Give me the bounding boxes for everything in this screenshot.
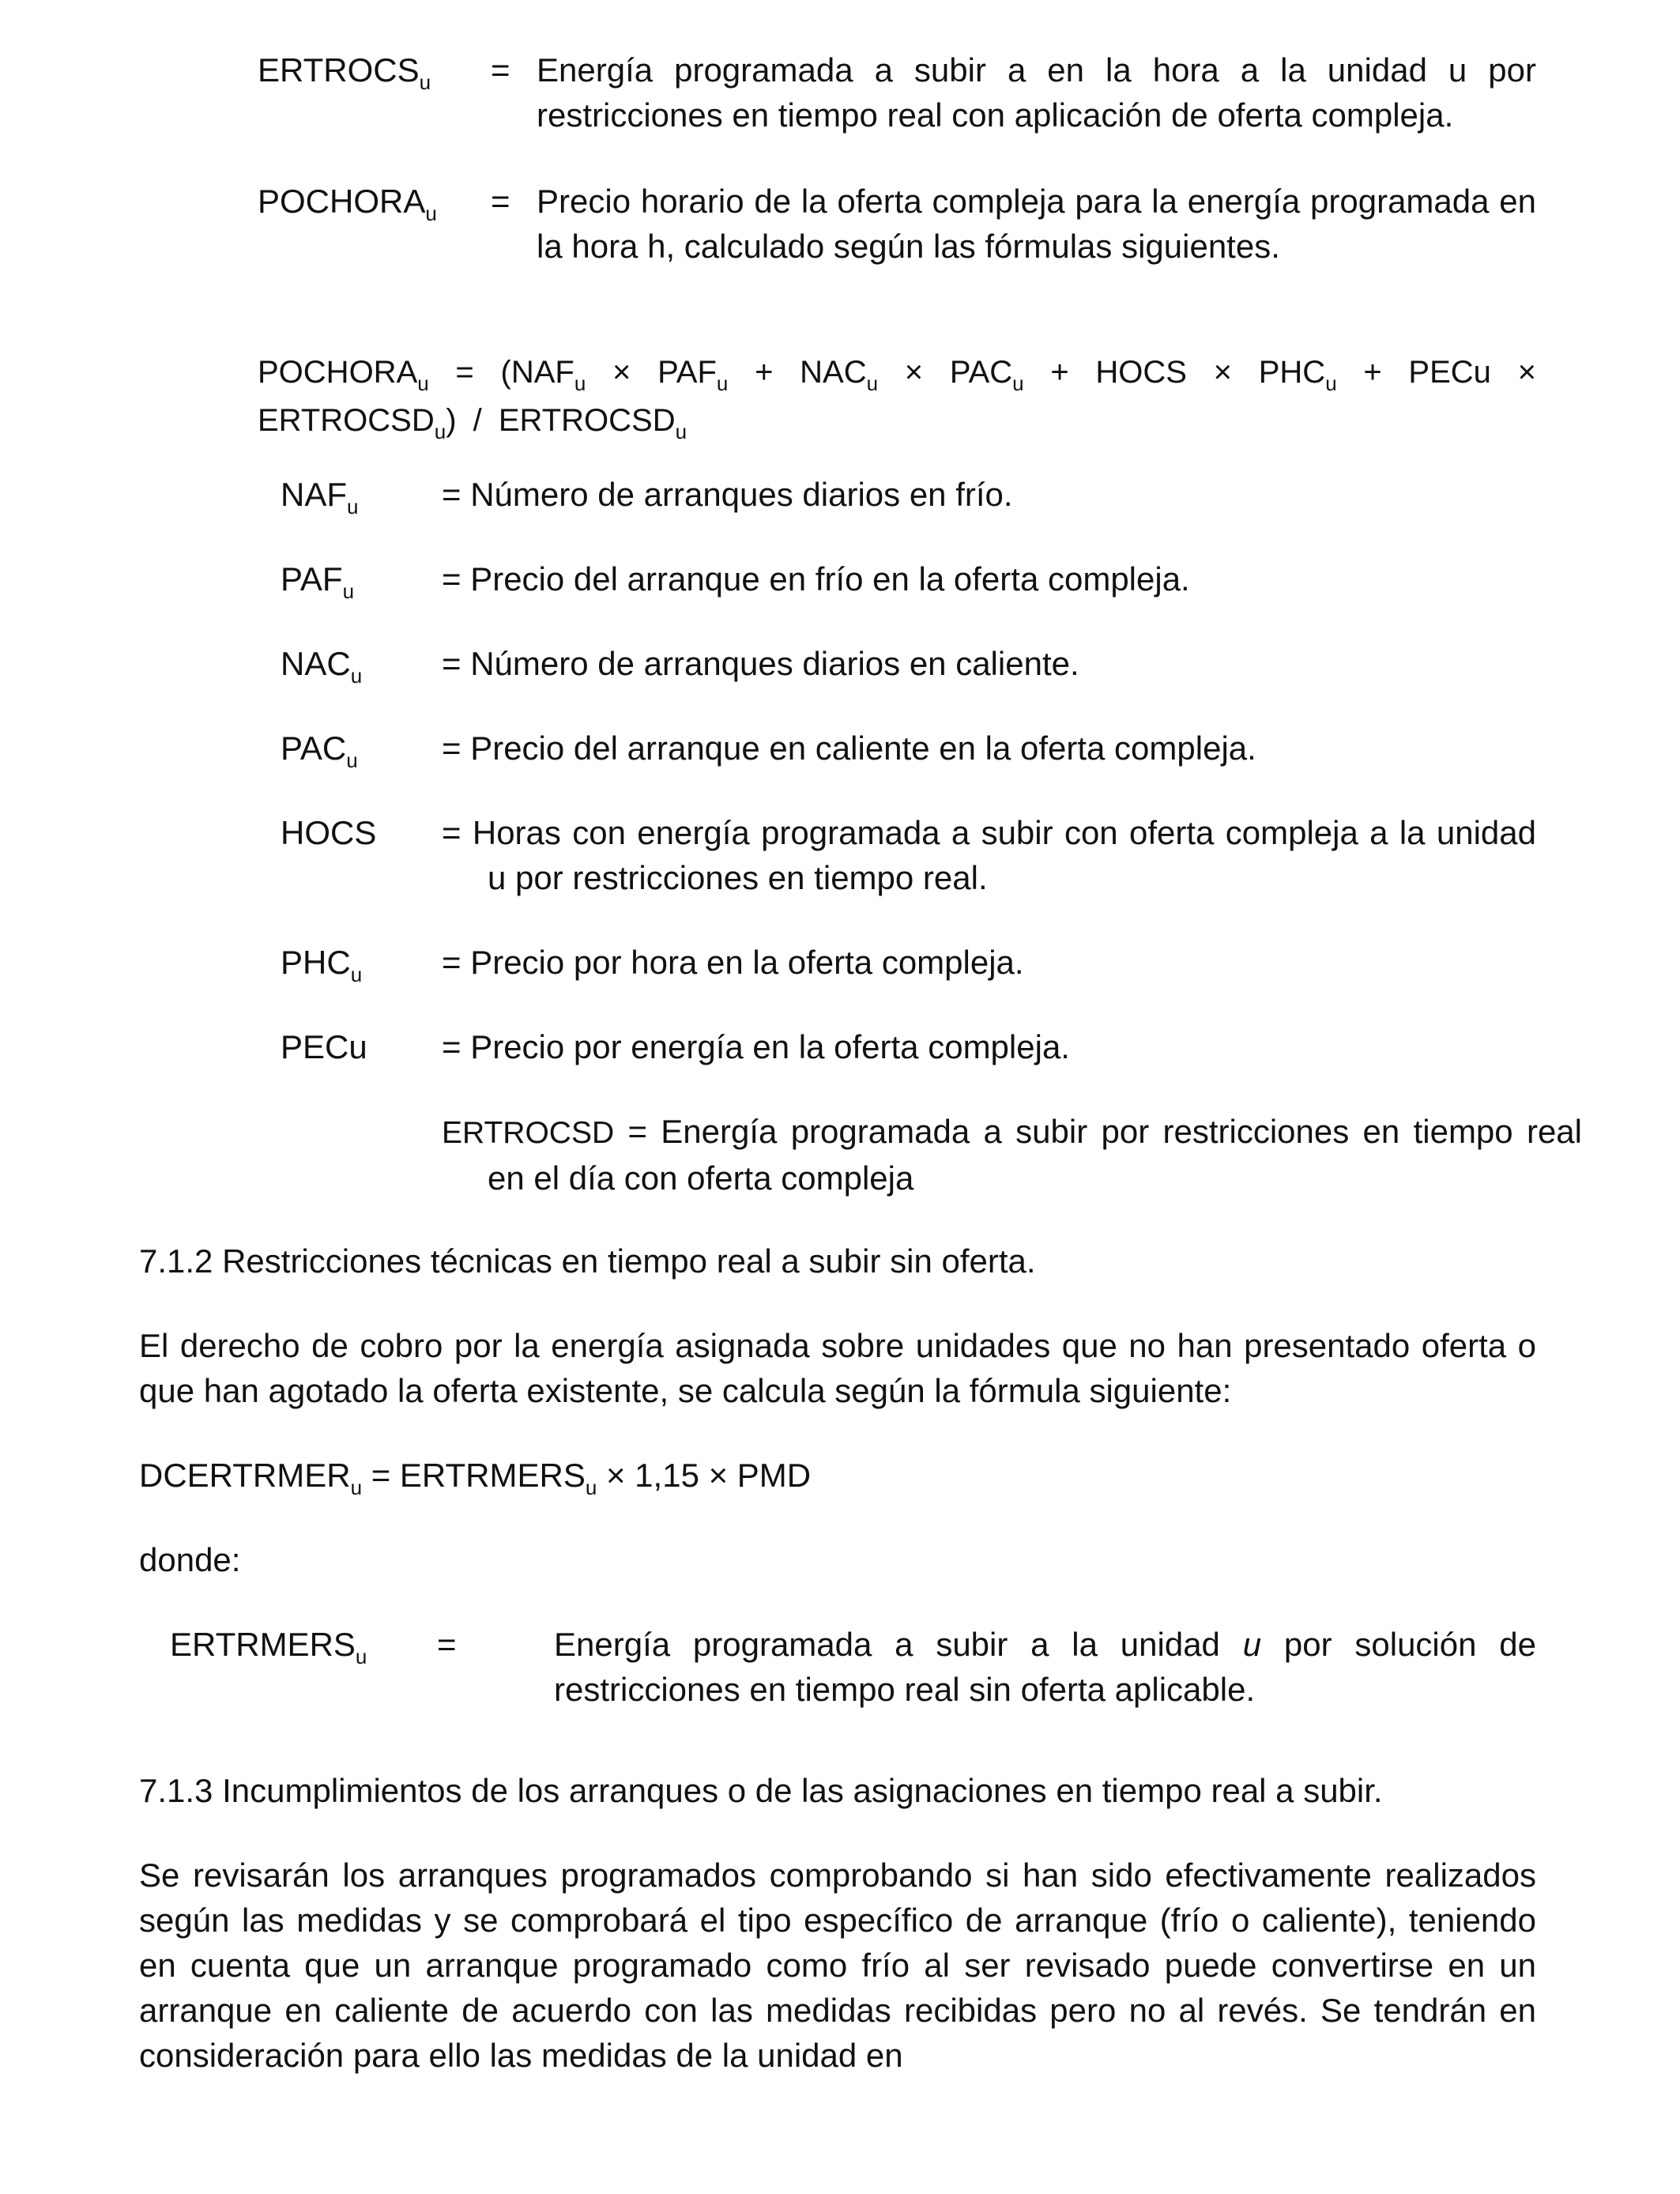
def-description: Energía programada a subir a la unidad u por solución de restricciones en tiempo real sin oferta aplicable. xyxy=(554,1626,1536,1708)
var-description: = Precio del arranque en frío en la oferta compleja. xyxy=(442,560,1190,598)
def-term: $ERTROCS_u$ xyxy=(258,51,431,94)
var-term: $NAC_u$ xyxy=(281,645,363,688)
var-term: HOCS xyxy=(281,814,377,851)
def-ertrocs xyxy=(258,47,1536,138)
def-term: $ERTRMERS_u$ xyxy=(170,1626,367,1668)
var-description: = Precio por hora en la oferta compleja. xyxy=(442,944,1024,981)
var-term: $PHC_u$ xyxy=(281,944,363,986)
var-term: PECu xyxy=(281,1028,367,1065)
var-naf xyxy=(281,472,1536,522)
def-description: Energía programada a subir a en la hora a la unidad u por restricciones en tiempo real con aplicación de oferta compleja. xyxy=(537,51,1536,134)
def-equals: = xyxy=(437,1626,457,1663)
def-equals: = xyxy=(491,183,510,220)
formula-dcertrmer: $DCERTRMER_u$ = $ERTRMERS_u \times 1,15$ × PMD xyxy=(139,1457,812,1499)
formula-pochora: $POCHORA_u = (NAF_u \times PAF_u + NAC_u \times PAC_u$ + HOCS × $PHC_u$ + PECu × $ERTROCSD_u$) / $ERTROCSD_u$ xyxy=(258,355,1536,443)
var-pecu xyxy=(281,1024,1536,1074)
section-712-heading: 7.1.2 Restricciones técnicas en tiempo real a subir sin oferta. xyxy=(139,1242,1036,1280)
ertrocsd-description: = Energía programada a subir por restricciones en tiempo real en el día con oferta compleja xyxy=(488,1113,1582,1197)
var-description: = Horas con energía programada a subir con oferta compleja a la unidad u por restricciones en tiempo real. xyxy=(442,814,1536,896)
def-pochora xyxy=(258,179,1536,269)
var-description: = Precio del arranque en caliente en la oferta compleja. xyxy=(442,729,1256,767)
section-713-paragraph: Se revisarán los arranques programados comprobando si han sido efectivamente realizados según las medidas y se comprobará el tipo específico de arranque (frío o caliente), teniendo en cuenta que un arranque programado como frío al ser revisado puede convertirse en un arranque en caliente de acuerdo con las medidas recibidas pero no al revés. Se tendrán en consideración para ello las medidas de la unidad en xyxy=(139,1857,1536,2074)
var-paf xyxy=(281,556,1536,606)
var-phc xyxy=(281,940,1536,990)
var-term: $PAC_u$ xyxy=(281,729,358,772)
def-ertrmers xyxy=(170,1622,1536,1712)
var-hocs xyxy=(281,810,1536,900)
var-description: = Precio por energía en la oferta compleja. xyxy=(442,1028,1070,1065)
var-nac xyxy=(281,641,1536,691)
donde-label: donde: xyxy=(139,1541,241,1578)
var-term: $NAF_u$ xyxy=(281,476,359,518)
var-pac xyxy=(281,726,1536,775)
section-712-paragraph: El derecho de cobro por la energía asignada sobre unidades que no han presentado oferta o que han agotado la oferta existente, se calcula según la fórmula siguiente: xyxy=(139,1327,1536,1409)
var-term: $PAF_u$ xyxy=(281,560,355,603)
def-description: Precio horario de la oferta compleja para la energía programada en la hora h, calculado según las fórmulas siguientes. xyxy=(537,183,1536,265)
ertrocsd-label: ERTROCSD xyxy=(442,1116,615,1150)
var-description: = Número de arranques diarios en caliente. xyxy=(442,645,1079,682)
def-ertrocsd xyxy=(442,1109,1582,1201)
def-term: $POCHORA_u$ xyxy=(258,183,437,225)
def-equals: = xyxy=(491,51,510,89)
var-description: = Número de arranques diarios en frío. xyxy=(442,476,1013,513)
section-713-heading: 7.1.3 Incumplimientos de los arranques o de las asignaciones en tiempo real a subir. xyxy=(139,1772,1383,1809)
